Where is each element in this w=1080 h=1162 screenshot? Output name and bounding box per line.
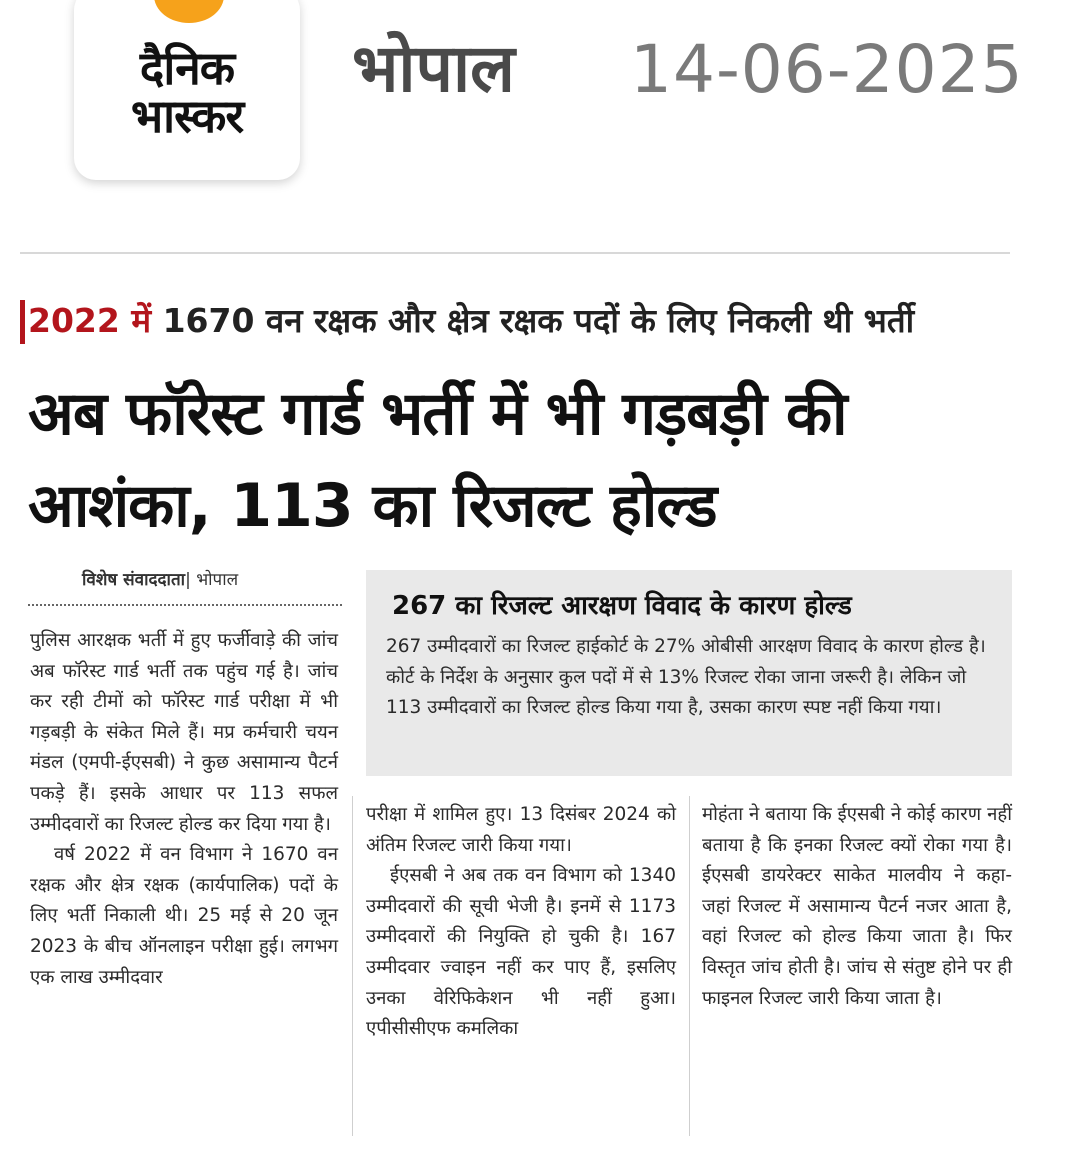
logo-line-1: दैनिक xyxy=(139,41,235,95)
column-2-paragraph-1: परीक्षा में शामिल हुए। 13 दिसंबर 2024 को अंतिम रिजल्ट जारी किया गया। xyxy=(366,804,676,856)
byline-divider xyxy=(28,604,342,606)
article-column-2 xyxy=(366,800,676,1045)
byline-separator: | xyxy=(185,570,197,590)
byline-city: भोपाल xyxy=(196,570,239,590)
byline xyxy=(82,568,238,592)
edition-city: भोपाल xyxy=(352,30,515,107)
article-column-1 xyxy=(30,626,338,993)
article-column-3 xyxy=(702,800,1012,1014)
kicker-accent-bar xyxy=(20,300,25,344)
edition-date: 14-06-2025 xyxy=(630,31,1024,108)
sidebar-box-text: 267 उम्मीदवारों का रिजल्ट हाईकोर्ट के 27% ओबीसी आरक्षण विवाद के कारण होल्ड है। कोर्ट के निर्देश के अनुसार कुल पदों में से 13% रिजल्ट रोका जाना जरूरी है। लेकिन जो 113 उम्मीदवारों का रिजल्ट होल्ड किया गया है, उसका कारण स्पष्ट नहीं किया गया। xyxy=(386,636,986,718)
column-3-paragraph-1: मोहंता ने बताया कि ईएसबी ने कोई कारण नहीं बताया है कि इनका रिजल्ट क्यों रोका गया है। ईएसबी डायरेक्टर साकेत मालवीय ने कहा- जहां रिजल्ट में असामान्य पैटर्न नजर आता है, वहां रिजल्ट को होल्ड किया जाता है। फिर विस्तृत जांच होती है। जांच से संतुष्ट होने पर ही फाइनल रिजल्ट जारी किया जाता है। xyxy=(702,804,1012,1009)
column-1-paragraph-1: पुलिस आरक्षक भर्ती में हुए फर्जीवाड़े की जांच अब फॉरेस्ट गार्ड भर्ती तक पहुंच गई है। जांच कर रही टीमों को फॉरेस्ट गार्ड परीक्षा में भी गड़बड़ी के संकेत मिले हैं। मप्र कर्मचारी चयन मंडल (एमपी-ईएसबी) ने कुछ असामान्य पैटर्न पकड़े हैं। इसके आधार पर 113 सफल उम्मीदवारों का रिजल्ट होल्ड कर दिया गया है। xyxy=(30,630,338,835)
logo-line-2: भास्कर xyxy=(130,89,244,143)
column-2-paragraph-2: ईएसबी ने अब तक वन विभाग को 1340 उम्मीदवारों की सूची भेजी है। इनमें से 1173 उम्मीदवारों की नियुक्ति हो चुकी है। 167 उम्मीदवार ज्वाइन नहीं कर पाए हैं, इसलिए उनका वेरिफिकेशन भी नहीं हुआ। एपीसीसीएफ कमलिका xyxy=(366,865,676,1040)
column-divider-2 xyxy=(689,796,690,1136)
logo-sun-icon xyxy=(154,0,224,23)
newspaper-logo xyxy=(74,0,300,180)
column-divider-1 xyxy=(352,796,353,1136)
top-divider xyxy=(20,252,1010,254)
byline-author: विशेष संवाददाता xyxy=(82,570,186,590)
kicker-year: 2022 में xyxy=(28,301,152,340)
kicker-text: 1670 वन रक्षक और क्षेत्र रक्षक पदों के लिए निकली थी भर्ती xyxy=(151,301,915,340)
kicker-line xyxy=(28,298,914,344)
column-1-paragraph-2: वर्ष 2022 में वन विभाग ने 1670 वन रक्षक और क्षेत्र रक्षक (कार्यपालिक) पदों के लिए भर्ती निकाली थी। 25 मई से 20 जून 2023 के बीच ऑनलाइन परीक्षा हुई। लगभग एक लाख उम्मीदवार xyxy=(30,844,338,988)
sidebar-box-title: 267 का रिजल्ट आरक्षण विवाद के कारण होल्ड xyxy=(392,591,852,621)
page-header xyxy=(0,0,1080,200)
headline: अब फॉरेस्ट गार्ड भर्ती में भी गड़बड़ी की आशंका, 113 का रिजल्ट होल्ड xyxy=(28,379,847,541)
